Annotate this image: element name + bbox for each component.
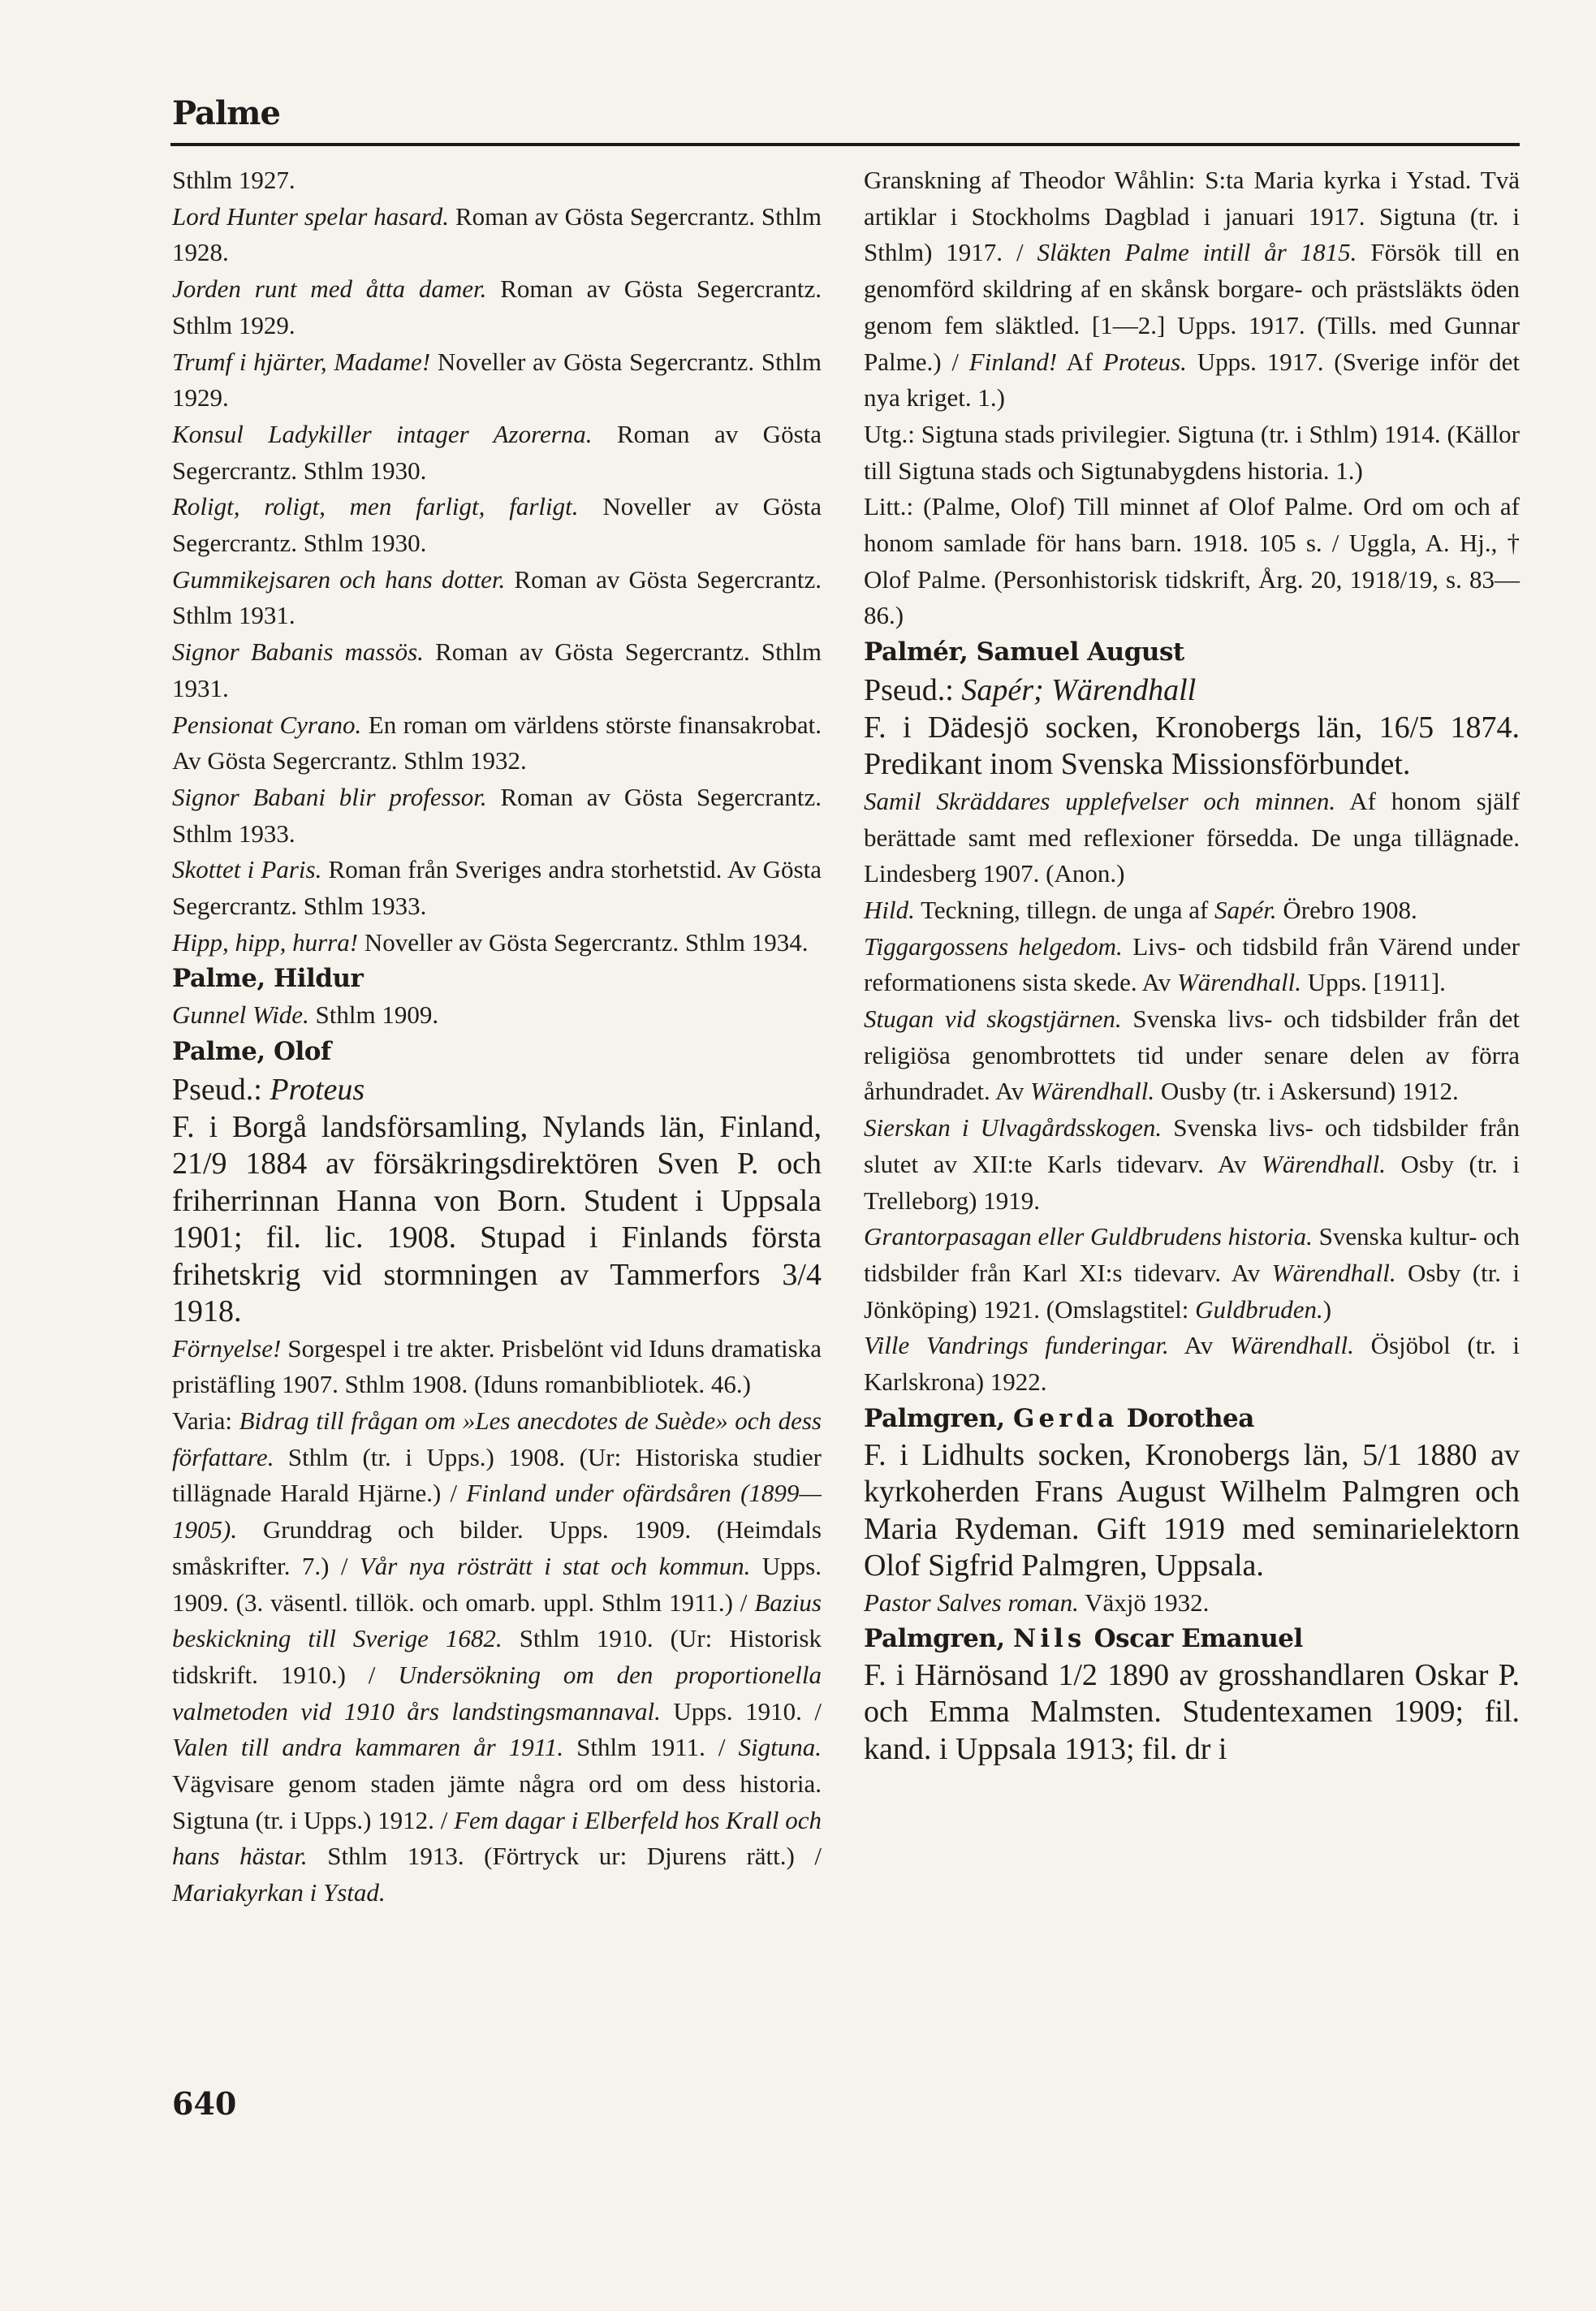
pseud-label: Pseud.:: [172, 1072, 270, 1107]
varia-block: [172, 1403, 822, 1911]
varia-title: Mariakyrkan i Ystad.: [172, 1878, 386, 1907]
varia-details: Upps. 1909. (3. väsentl. tillök. och omarb. uppl. Sthlm 1911.) /: [172, 1551, 822, 1617]
entry-title: Hipp, hipp, hurra!: [172, 927, 359, 957]
biography-nils: F. i Härnösand 1/2 1890 av grosshandlaren Oskar P. och Emma Malmsten. Studentexamen 1909; fil. kand. i Uppsala 1913; fil. dr i: [864, 1657, 1520, 1766]
varia-details: Upps. 1910. /: [660, 1696, 822, 1726]
entry-title: Guldbruden.: [1195, 1294, 1323, 1324]
bibliography-entry: [864, 1219, 1520, 1328]
entry-title: Pensionat Cyrano.: [172, 710, 362, 739]
entry-title: Wärendhall.: [1229, 1331, 1354, 1360]
bibliography-entry: [864, 784, 1520, 892]
running-header: Palme: [172, 94, 280, 132]
entry-details: Av: [1168, 1331, 1230, 1360]
entry-details: Växjö 1932.: [1078, 1587, 1210, 1617]
varia-details: Grunddrag och bilder. Upps. 1909. (Heimdals småskrifter. 7.) /: [172, 1515, 822, 1580]
entry-title: Lord Hunter spelar hasard.: [172, 201, 450, 231]
entry-title: Wärendhall.: [1030, 1077, 1155, 1106]
entry-title: Samil Skräddares upplefvelser och minnen.: [864, 786, 1336, 815]
bibliography-entry: [864, 1328, 1520, 1400]
entry-title: Stugan vid skogstjärnen.: [864, 1004, 1122, 1034]
entry-details: En roman om världens störste finansakrobat. Av Gösta Segercrantz. Sthlm 1932.: [172, 710, 822, 775]
entry-title: Konsul Ladykiller intager Azorerna.: [172, 419, 593, 448]
entry-details: Roman av Gösta Segercrantz. Sthlm 1928.: [172, 201, 822, 267]
pseud-value: Proteus: [270, 1072, 365, 1107]
varia-title: Vår nya rösträtt i stat och kommun.: [359, 1551, 751, 1580]
entry-title: Signor Babanis massös.: [172, 637, 424, 667]
entry-title: Gunnel Wide.: [172, 1000, 309, 1030]
varia-title: Valen till andra kammaren år 1911.: [172, 1733, 564, 1762]
utg-block: Utg.: Sigtuna stads privilegier. Sigtuna (tr. i Sthlm) 1914. (Källor till Sigtuna stads och Sigtunabygdens historia. 1.): [864, 419, 1520, 485]
entry-details: Svenska livs- och tidsbilder från slutet av XII:te Karls tidevarv. Av: [864, 1113, 1520, 1178]
entry-details: Roman av Gösta Segercrantz. Sthlm 1931.: [172, 564, 822, 630]
varia-continuation: [864, 162, 1520, 417]
heading-surname: Palmgren,: [864, 1403, 1013, 1433]
entry-details: ): [1322, 1294, 1332, 1324]
entry-details: Teckning, tillegn. de unga af: [914, 895, 1215, 924]
heading-palme-olof: Palme, Olof: [172, 1036, 331, 1066]
entry-details: Osby (tr. i Jönköping) 1921. (Omslagstitel:: [864, 1258, 1520, 1324]
entry-title: Trumf i hjärter, Madame!: [172, 347, 431, 376]
entry-title: Hild.: [864, 895, 915, 924]
entry-details: Roman av Gösta Segercrantz. Sthlm 1933.: [172, 782, 822, 848]
heading-given-name: Gerda: [1013, 1403, 1119, 1433]
bibliography-entry: [172, 634, 822, 706]
varia-title: Släkten Palme intill år 1815.: [1037, 238, 1357, 267]
entry-title: Sierskan i Ulvagårdsskogen.: [864, 1113, 1162, 1143]
varia-title: Proteus.: [1102, 347, 1187, 376]
entry-details: Roman av Gösta Segercrantz. Sthlm 1929.: [172, 274, 822, 339]
biography-olof: F. i Borgå landsförsamling, Nylands län, Finland, 21/9 1884 av försäkringsdirektören Sven P. och friherrinnan Hanna von Born. Student i Uppsala 1901; fil. lic. 1908. Stupad i Finlands första frihetskrig vid stormningen av Tammerfors 3/4 1918.: [172, 1109, 822, 1329]
entry-details: Roman av Gösta Segercrantz. Sthlm 1930.: [172, 419, 822, 485]
right-column: [864, 162, 1520, 1768]
bibliography-entry: [864, 1001, 1520, 1110]
entry-details: Sorgespel i tre akter. Prisbelönt vid Iduns dramatiska pristäfling 1907. Sthlm 1908. (Iduns romanbibliotek. 46.): [172, 1333, 822, 1399]
left-column: [172, 162, 822, 1911]
varia-title: Finland under ofärdsåren (1899—1905).: [172, 1479, 822, 1544]
varia-title: Fem dagar i Elberfeld hos Krall och hans hästar.: [172, 1805, 822, 1871]
varia-label: Varia:: [172, 1406, 239, 1435]
entry-details: Noveller av Gösta Segercrantz. Sthlm 1934.: [358, 927, 809, 957]
entry-title: Förnyelse!: [172, 1333, 282, 1363]
varia-title: Bazius beskickning till Sverige 1682.: [172, 1587, 822, 1653]
bibliography-entry: [172, 162, 822, 199]
entry-title: Skottet i Paris.: [172, 855, 322, 884]
varia-details: Upps. 1917. (Sverige inför det nya kriget. 1.): [864, 347, 1520, 413]
entry-title: Ville Vandrings funderingar.: [864, 1331, 1169, 1360]
varia-details: Sthlm 1911. /: [563, 1733, 739, 1762]
entry-details: Svenska livs- och tidsbilder från det religiösa genombrottets tid under senare delen av förra århundradet. Av: [864, 1004, 1520, 1106]
bibliography-entry: [172, 707, 822, 780]
heading-palme-hildur: Palme, Hildur: [172, 964, 364, 994]
entry-details: Svenska kultur- och tidsbilder från Karl XI:s tidevarv. Av: [864, 1222, 1520, 1287]
varia-details: Granskning af Theodor Wåhlin: S:ta Maria kyrka i Ystad. Tvä artiklar i Stockholms Dagblad i januari 1917. Sigtuna (tr. i Sthlm) 1917. /: [864, 166, 1520, 267]
varia-details: Sthlm 1910. (Ur: Historisk tidskrift. 1910.) /: [172, 1624, 822, 1689]
bibliography-entry: [172, 489, 822, 561]
entry-title: Signor Babani blir professor.: [172, 782, 487, 811]
entry-title: Wärendhall.: [1262, 1149, 1386, 1178]
heading-middle-name: Dorothea: [1118, 1403, 1254, 1433]
bibliography-entry: [864, 1110, 1520, 1219]
bibliography-entry: [864, 892, 1520, 929]
entry-details: Noveller av Gösta Segercrantz. Sthlm 1929.: [172, 347, 822, 413]
entry-title: Wärendhall.: [1176, 968, 1301, 997]
bibliography-entry: [172, 199, 822, 271]
heading-palmgren-gerda: [864, 1401, 1520, 1437]
bibliography-entry: [172, 780, 822, 852]
entry-list-segercrantz: [172, 162, 822, 961]
varia-title: Bidrag till frågan om »Les anecdotes de Suède» och dess författare.: [172, 1406, 822, 1471]
bibliography-entry: [172, 925, 822, 961]
varia-title: Undersökning om den proportionella valmetoden vid 1910 års landstingsmannaval.: [172, 1660, 822, 1726]
entry-details: Livs- och tidsbild från Värend under reformationens sista skede. Av: [864, 931, 1520, 997]
varia-details: Sthlm (tr. i Upps.) 1908. (Ur: Historiska studier tillägnade Harald Hjärne.) /: [172, 1442, 822, 1508]
varia-details: Sthlm 1913. (Förtryck ur: Djurens rätt.) /: [307, 1842, 822, 1871]
varia-details: Af: [1057, 347, 1103, 376]
entry-details: Roman av Gösta Segercrantz. Sthlm 1931.: [172, 637, 822, 702]
entry-details: Roman från Sveriges andra storhetstid. Av Gösta Segercrantz. Sthlm 1933.: [172, 855, 822, 921]
varia-title: Sigtuna.: [738, 1733, 822, 1762]
entry-title: Pastor Salves roman.: [864, 1587, 1079, 1617]
entry-details: Sthlm 1927.: [172, 166, 295, 194]
varia-details: Försök till en genomförd skildring af en skånsk borgare- och prästsläkts öden genom fem släktled. [1—2.] Upps. 1917. (Tills. med Gunnar Palme.) /: [864, 238, 1520, 376]
page-number: 640: [172, 2085, 237, 2122]
bibliography-entry: [172, 562, 822, 634]
entry-title: Sapér.: [1214, 895, 1277, 924]
bibliography-entry: [172, 417, 822, 489]
pseudonym-line: [864, 671, 1520, 710]
entry-details: Ousby (tr. i Askersund) 1912.: [1154, 1077, 1459, 1106]
heading-palmer-samuel: Palmér, Samuel August: [864, 637, 1184, 667]
entry-details: Ösjöbol (tr. i Karlskrona) 1922.: [864, 1331, 1520, 1397]
litt-block: Litt.: (Palme, Olof) Till minnet af Olof Palme. Ord om och af honom samlade för hans barn. 1918. 105 s. / Uggla, A. Hj., † Olof Palme. (Personhistorisk tidskrift, Årg. 20, 1918/19, s. 83—86.): [864, 492, 1520, 630]
heading-middle-name: Oscar Emanuel: [1085, 1624, 1303, 1654]
bibliography-entry: [172, 271, 822, 343]
entry-details: Osby (tr. i Trelleborg) 1919.: [864, 1149, 1520, 1215]
heading-palmgren-nils: [864, 1621, 1520, 1657]
biography-palmer: F. i Dädesjö socken, Kronobergs län, 16/5 1874. Predikant inom Svenska Missionsförbundet.: [864, 710, 1520, 782]
varia-details: Vägvisare genom staden jämte några ord om dess historia. Sigtuna (tr. i Upps.) 1912. /: [172, 1769, 822, 1834]
entry-details: Sthlm 1909.: [308, 1000, 439, 1030]
entry-title: Wärendhall.: [1271, 1258, 1396, 1287]
entry-gerda: [864, 1585, 1520, 1622]
entry-title: Grantorpasagan eller Guldbrudens historia.: [864, 1222, 1313, 1251]
heading-given-name: Nils: [1013, 1624, 1086, 1654]
varia-title: Finland!: [968, 347, 1058, 376]
entry-title: Gummikejsaren och hans dotter.: [172, 564, 506, 594]
bibliography-entry: [172, 852, 822, 924]
pseud-label: Pseud.:: [864, 672, 962, 707]
entry-hildur: [172, 997, 822, 1034]
pseudonym-line: [172, 1070, 822, 1109]
entry-details: Upps. [1911].: [1301, 968, 1446, 997]
entry-details: Af honom själf berättade samt med reflexioner försedda. De unga tillägnade. Lindesberg 1907. (Anon.): [864, 786, 1520, 888]
entry-title: Roligt, roligt, men farligt, farligt.: [172, 492, 579, 521]
bibliography-entry: [864, 929, 1520, 1001]
entry-fornyelse: [172, 1331, 822, 1403]
heading-surname: Palmgren,: [864, 1624, 1013, 1654]
entry-details: Örebro 1908.: [1276, 895, 1417, 924]
entry-details: Noveller av Gösta Segercrantz. Sthlm 1930.: [172, 492, 822, 558]
entry-list-palmer: [864, 784, 1520, 1401]
pseud-value: Sapér; Wärendhall: [961, 672, 1197, 707]
biography-gerda: F. i Lidhults socken, Kronobergs län, 5/1 1880 av kyrkoherden Frans August Wilhelm Palmgren och Maria Rydeman. Gift 1919 med seminarielektorn Olof Sigfrid Palmgren, Uppsala.: [864, 1437, 1520, 1583]
entry-title: Tiggargossens helgedom.: [864, 931, 1123, 961]
entry-title: Jorden runt med åtta damer.: [172, 274, 487, 304]
header-rule: [170, 143, 1520, 146]
bibliography-entry: [172, 344, 822, 417]
